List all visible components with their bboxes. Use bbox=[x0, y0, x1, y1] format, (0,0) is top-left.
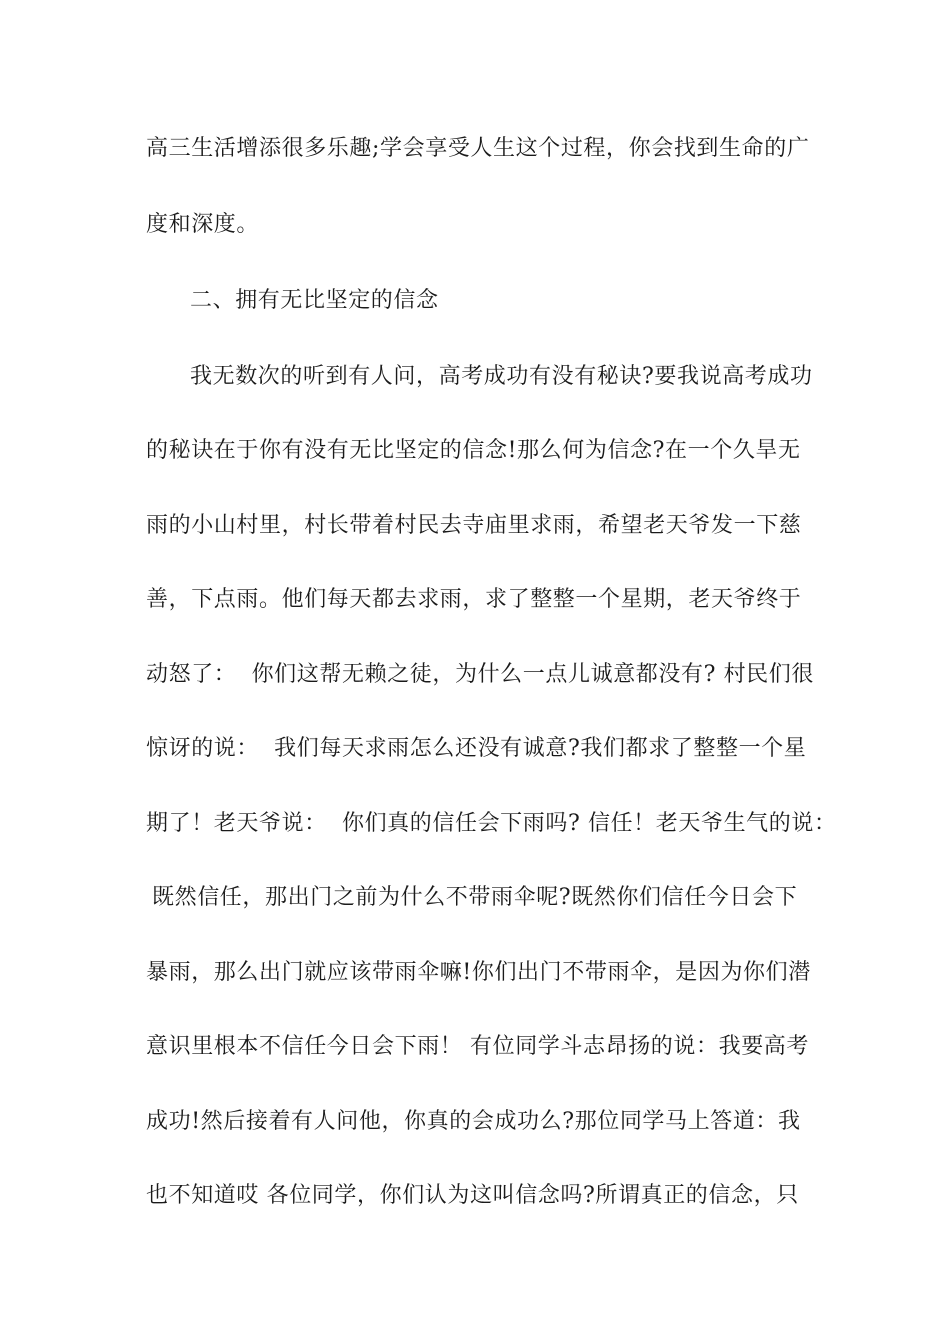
text-line: 我无数次的听到有人问，高考成功有没有秘诀?要我说高考成功 bbox=[190, 364, 813, 389]
section-heading: 二、拥有无比坚定的信念 bbox=[190, 288, 439, 313]
text-line: 意识里根本不信任今日会下雨！ 有位同学斗志昂扬的说：我要高考 bbox=[146, 1034, 809, 1059]
text-line: 成功!然后接着有人问他，你真的会成功么?那位同学马上答道：我 bbox=[146, 1109, 801, 1134]
text-line: 动怒了： 你们这帮无赖之徒，为什么一点儿诚意都没有? 村民们很 bbox=[146, 662, 814, 687]
text-line: 雨的小山村里，村长带着村民去寺庙里求雨，希望老天爷发一下慈 bbox=[146, 513, 802, 538]
text-line: 惊讶的说： 我们每天求雨怎么还没有诚意?我们都求了整整一个星 bbox=[146, 736, 807, 761]
text-line: 度和深度。 bbox=[146, 212, 260, 237]
text-line: 善，下点雨。他们每天都去求雨，求了整整一个星期，老天爷终于 bbox=[146, 587, 802, 612]
text-line: 的秘诀在于你有没有无比坚定的信念!那么何为信念?在一个久旱无 bbox=[146, 438, 801, 463]
text-line: 期了！老天爷说： 你们真的信任会下雨吗? 信任！老天爷生气的说： bbox=[146, 811, 837, 836]
text-line: 既然信任，那出门之前为什么不带雨伞呢?既然你们信任今日会下 bbox=[152, 885, 798, 910]
text-line: 也不知道哎 各位同学，你们认为这叫信念吗?所谓真正的信念，只 bbox=[146, 1183, 799, 1208]
text-line: 暴雨，那么出门就应该带雨伞嘛!你们出门不带雨伞，是因为你们潜 bbox=[146, 960, 811, 985]
text-line: 高三生活增添很多乐趣;学会享受人生这个过程，你会找到生命的广 bbox=[146, 136, 810, 161]
